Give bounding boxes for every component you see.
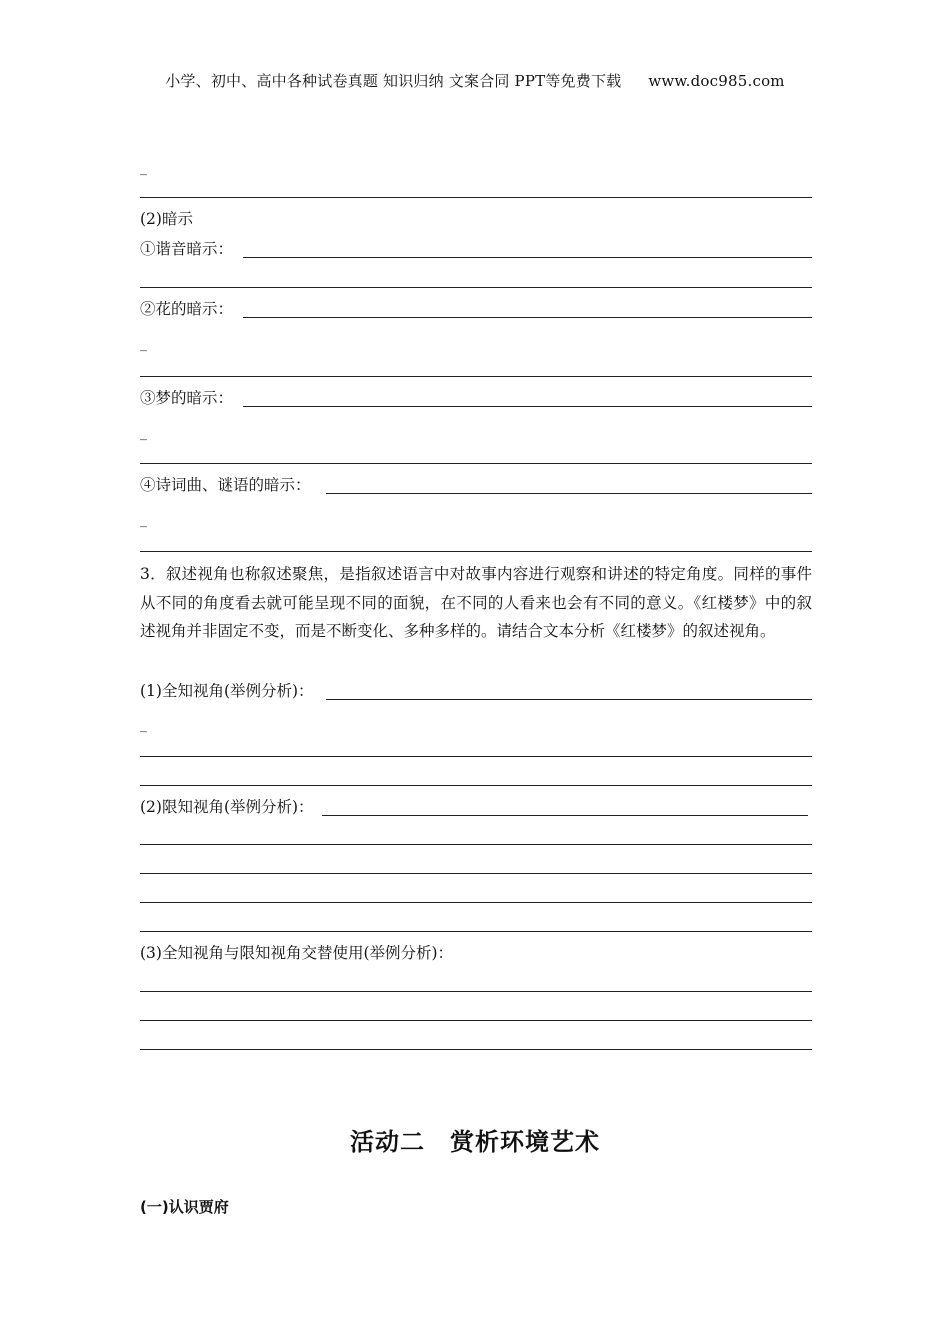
answer-line[interactable] <box>140 991 812 992</box>
dash-mark: _ <box>140 512 147 528</box>
hint-item-flower: ②花的暗示： <box>140 300 234 318</box>
answer-line[interactable] <box>140 756 812 757</box>
answer-line[interactable] <box>140 1020 812 1021</box>
answer-line[interactable] <box>243 317 812 318</box>
section-title-hint: (2)暗示 <box>140 210 193 228</box>
answer-line[interactable] <box>140 463 812 464</box>
hint-item-homophone: ①谐音暗示： <box>140 240 234 258</box>
answer-line[interactable] <box>140 551 812 552</box>
answer-line[interactable] <box>140 287 812 288</box>
dash-mark: _ <box>140 160 147 176</box>
activity-title: 活动二 赏析环境艺术 <box>350 1128 600 1156</box>
answer-line[interactable] <box>140 902 812 903</box>
answer-line[interactable] <box>140 873 812 874</box>
answer-line[interactable] <box>243 406 812 407</box>
q3-sub2-label: (2)限知视角(举例分析)： <box>140 798 314 816</box>
dash-mark: _ <box>140 717 147 733</box>
q3-sub3-label: (3)全知视角与限知视角交替使用(举例分析)： <box>140 944 454 962</box>
answer-line[interactable] <box>140 931 812 932</box>
dash-mark: _ <box>140 336 147 352</box>
answer-line[interactable] <box>326 699 812 700</box>
answer-line[interactable] <box>140 785 812 786</box>
activity-subtitle: (一)认识贾府 <box>140 1198 229 1216</box>
answer-line[interactable] <box>243 257 812 258</box>
header-url: www.doc985.com <box>648 72 785 90</box>
hint-item-dream: ③梦的暗示： <box>140 389 234 407</box>
answer-line[interactable] <box>140 844 812 845</box>
answer-line[interactable] <box>322 815 808 816</box>
header-text: 小学、初中、高中各种试卷真题 知识归纳 文案合同 PPT等免费下载 <box>165 72 622 90</box>
answer-line[interactable] <box>140 376 812 377</box>
answer-line[interactable] <box>140 1049 812 1050</box>
page-header <box>0 70 950 91</box>
question-3-text: 3．叙述视角也称叙述聚焦，是指叙述语言中对故事内容进行观察和讲述的特定角度。同样的事件从不同的角度看去就可能呈现不同的面貌，在不同的人看来也会有不同的意义。《红楼梦》中的叙述视角并非固定不变，而是不断变化、多种多样的。请结合文本分析《红楼梦》的叙述视角。 <box>140 565 812 640</box>
dash-mark: _ <box>140 425 147 441</box>
hint-item-poetry-riddle: ④诗词曲、谜语的暗示： <box>140 476 311 494</box>
answer-line[interactable] <box>326 493 812 494</box>
q3-sub1-label: (1)全知视角(举例分析)： <box>140 682 314 700</box>
answer-line[interactable] <box>140 197 812 198</box>
